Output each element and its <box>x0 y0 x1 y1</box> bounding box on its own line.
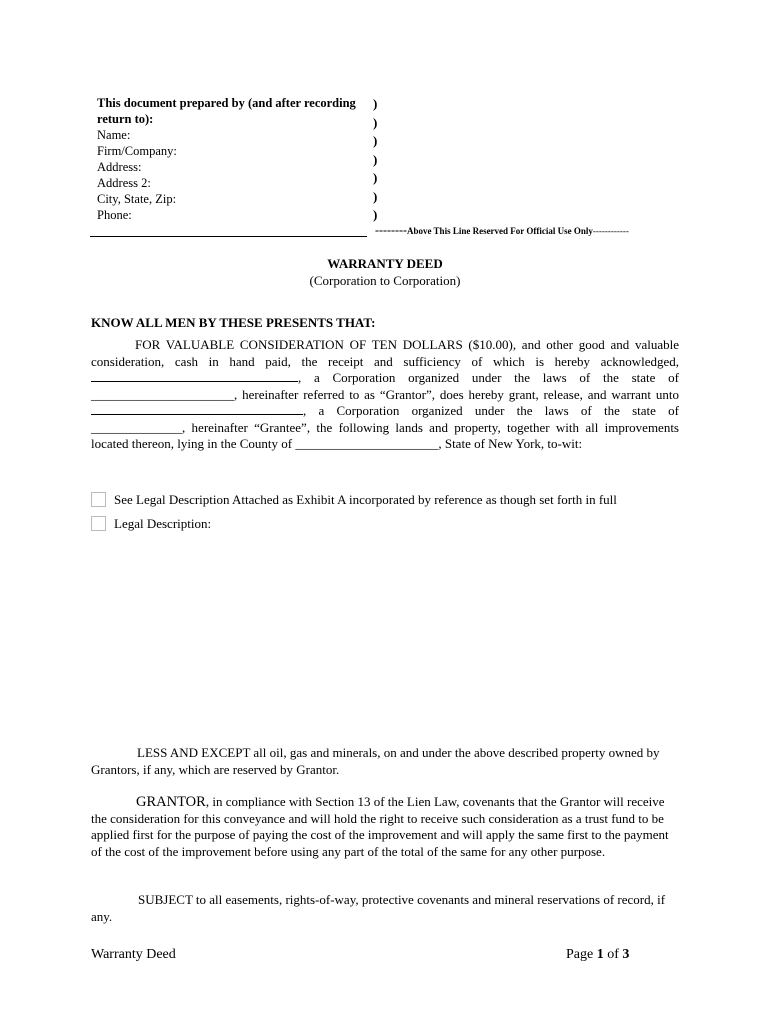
paren: ) <box>373 96 378 111</box>
firm-label: Firm/Company: <box>97 144 177 158</box>
document-title: WARRANTY DEED <box>327 256 443 271</box>
para1-e: ______________, hereinafter “Grantee”, the following lands and property, together with all improvements located thereon, lying in the County of ______________________, State of New York, to-wit: <box>91 419 679 451</box>
reserved-line <box>375 223 629 238</box>
page-of: of <box>603 947 623 962</box>
page-label: Page <box>566 947 597 962</box>
paren: ) <box>373 188 378 204</box>
paren: ) <box>373 170 378 185</box>
reserved-dashes: -------- <box>375 223 407 237</box>
phone-label: Phone: <box>97 208 132 222</box>
para1-b: , a Corporation organized under the laws of the state of <box>298 370 679 385</box>
prepared-heading-2: return to): <box>97 112 154 126</box>
paren: ) <box>373 207 378 222</box>
grantor-name-blank[interactable] <box>91 370 298 382</box>
city-label: City, State, Zip: <box>97 192 177 206</box>
address2-label: Address 2: <box>97 176 151 190</box>
grantor-paragraph <box>91 794 679 860</box>
page-current: 1 <box>596 947 604 962</box>
address-label: Address: <box>97 160 142 174</box>
grantor-word: GRANTOR <box>136 794 206 810</box>
prepared-divider <box>90 236 367 237</box>
para1-d: , a Corporation organized under the laws of the state of <box>303 403 679 418</box>
reserved-tail: ------------ <box>592 226 629 236</box>
name-label: Name: <box>97 128 131 142</box>
less-except-paragraph: LESS AND EXCEPT all oil, gas and minerals, on and under the above described property owned by Grantors, if any, which are reserved by Grantor. <box>91 745 660 777</box>
reserved-label: Above This Line Reserved For Official Use Only <box>406 226 593 236</box>
document-subtitle: (Corporation to Corporation) <box>309 273 461 288</box>
prepared-by-block <box>97 95 367 223</box>
paren: ) <box>373 114 378 130</box>
grantee-name-blank[interactable] <box>91 403 303 415</box>
para1-a: FOR VALUABLE CONSIDERATION OF TEN DOLLARS ($10.00), and other good and valuable consideration, cash in hand paid, the receipt and sufficiency of which is hereby acknowledged, <box>91 337 679 369</box>
know-all-men-heading: KNOW ALL MEN BY THESE PRESENTS THAT: <box>91 315 376 330</box>
grantor-rest: , in compliance with Section 13 of the Lien Law, covenants that the Grantor will receive the consideration for this conveyance and will hold the right to receive such consideration as a trust fund to be applied first for the purpose of paying the cost of the improvement and will apply the same first to the payment of the cost of the improvement before using any part of the total of the same for any other purpose. <box>91 794 669 859</box>
exhibit-a-label: See Legal Description Attached as Exhibit A incorporated by reference as though set forth in full <box>114 492 617 507</box>
consideration-paragraph <box>91 337 679 453</box>
prepared-heading-1: This document prepared by (and after recording <box>97 96 356 110</box>
para1-c: ______________________, hereinafter referred to as “Grantor”, does hereby grant, release, and warrant unto <box>91 386 679 402</box>
legal-description-label: Legal Description: <box>114 516 212 531</box>
exhibit-a-checkbox[interactable] <box>91 492 106 507</box>
footer-title: Warranty Deed <box>91 947 176 962</box>
page-total: 3 <box>622 947 630 962</box>
paren: ) <box>373 133 378 148</box>
subject-paragraph: SUBJECT to all easements, rights-of-way, protective covenants and mineral reservations of record, if any. <box>91 892 666 924</box>
paren: ) <box>373 151 378 167</box>
paren-column <box>373 95 377 225</box>
page-number <box>566 947 629 963</box>
legal-description-checkbox[interactable] <box>91 516 106 531</box>
